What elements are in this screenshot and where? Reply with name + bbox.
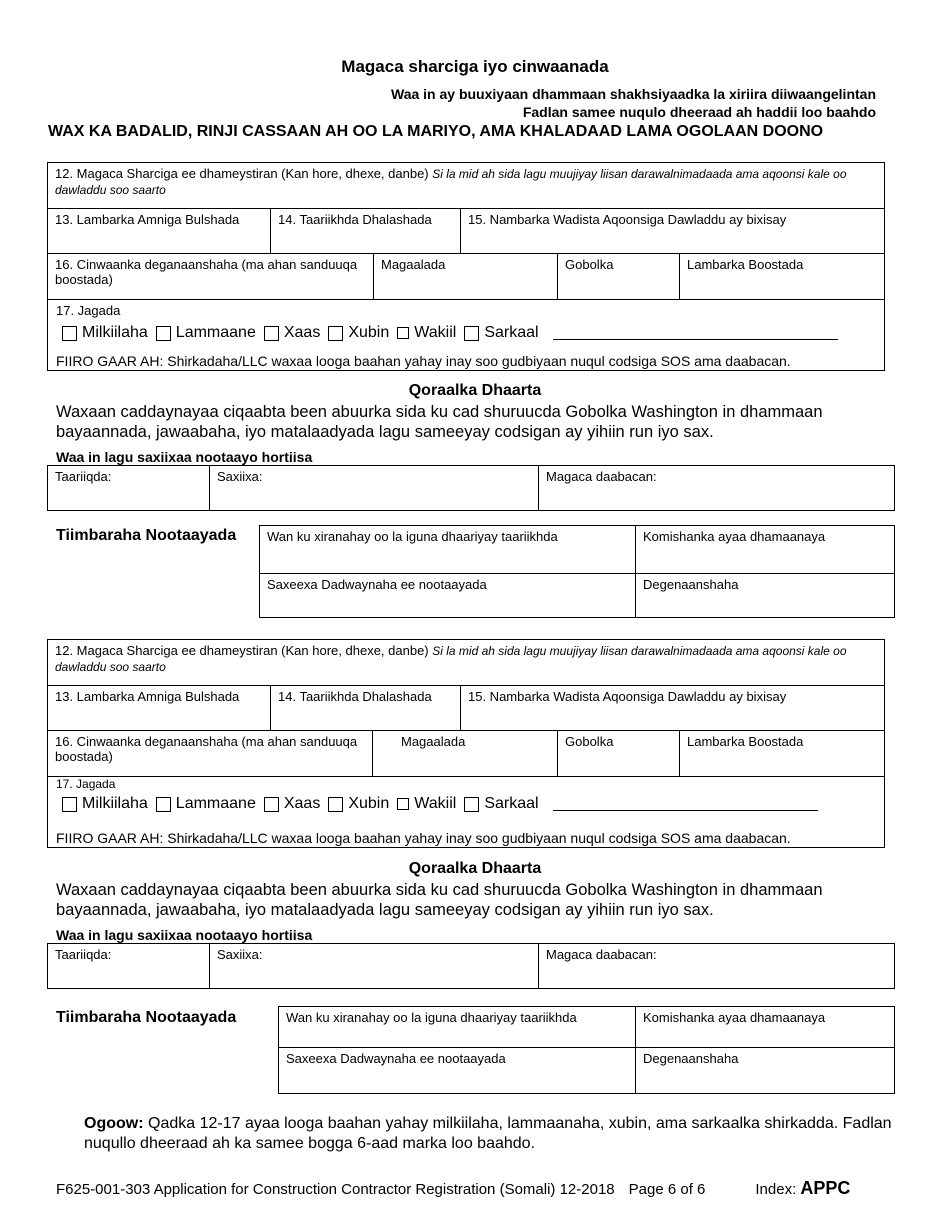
zip-label: Lambarka Boostada — [687, 257, 804, 272]
address-field[interactable] — [48, 731, 373, 777]
signature-label: Saxiixa: — [217, 469, 263, 484]
notary-signature-field[interactable] — [279, 1048, 636, 1093]
instructions-note — [84, 1114, 914, 1154]
date-label: Taariiqda: — [55, 469, 112, 484]
city-field[interactable] — [373, 731, 558, 777]
note-label: Ogoow: — [84, 1115, 144, 1132]
address-label: 16. Cinwaanka deganaanshaha (ma ahan sanduuqa boostada) — [55, 257, 358, 287]
zip-field[interactable] — [680, 254, 884, 300]
printed-name-field[interactable] — [539, 466, 894, 510]
zip-label: Lambarka Boostada — [687, 734, 804, 749]
signature-field[interactable] — [210, 466, 539, 510]
page-footer — [56, 1178, 850, 1199]
option-owner: Milkiilaha — [82, 795, 148, 812]
subscribed-label: Wan ku xiranahay oo la iguna dhaariyay taariikhda — [267, 529, 558, 544]
ssn-field[interactable] — [48, 209, 271, 254]
dob-field[interactable] — [271, 686, 461, 731]
commission-field[interactable] — [636, 1007, 894, 1048]
option-owner: Milkiilaha — [82, 324, 148, 341]
option-agent: Wakiil — [414, 324, 457, 341]
page-number: Page 6 of 6 — [628, 1181, 706, 1198]
notary-block-2 — [278, 1006, 895, 1094]
date-field[interactable] — [48, 466, 210, 510]
drivers-license-field[interactable] — [461, 209, 884, 254]
ssn-label: 13. Lambarka Amniga Bulshada — [55, 689, 240, 704]
checkbox-member[interactable] — [328, 797, 343, 812]
printed-name-label: Magaca daabacan: — [546, 469, 657, 484]
option-partner: Lammaane — [175, 795, 256, 812]
checkbox-spouse[interactable] — [264, 326, 279, 341]
printed-name-field[interactable] — [539, 944, 894, 988]
note-text: Qadka 12-17 ayaa looga baahan yahay milkiilaha, lammaanaha, xubin, ama sarkaalka shirkadda. Fadlan nuqullo dheeraad ah ka samee bogga 6-aad marka loo baahdo. — [84, 1115, 892, 1152]
ssn-field[interactable] — [48, 686, 271, 731]
signature-block-2 — [47, 943, 895, 989]
person-info-block-1 — [47, 162, 885, 371]
address-field[interactable] — [48, 254, 374, 300]
subscribed-label: Wan ku xiranahay oo la iguna dhaariyay taariikhda — [286, 1010, 577, 1025]
subscribed-field[interactable] — [279, 1007, 636, 1048]
residence-label: Degenaanshaha — [643, 1051, 739, 1066]
zip-field[interactable] — [680, 731, 884, 777]
commission-field[interactable] — [636, 526, 894, 574]
notary-block-1 — [259, 525, 895, 618]
position-options — [56, 324, 838, 342]
commission-label: Komishanka ayaa dhamaanaya — [643, 529, 826, 544]
checkbox-spouse[interactable] — [264, 797, 279, 812]
position-label: 17. Jagada — [56, 303, 121, 318]
option-agent: Wakiil — [414, 795, 457, 812]
county-label: Gobolka — [565, 734, 614, 749]
legal-name-note: Si la mid ah sida lagu muujiyay liisan darawalnimadaada ama aqoonsi kale oo dawladdu soo saarto — [55, 644, 847, 674]
date-field[interactable] — [48, 944, 210, 988]
form-id: F625-001-303 Application for Construction Contractor Registration (Somali) 12-2018 — [56, 1181, 615, 1198]
other-position-line[interactable] — [553, 326, 838, 340]
residence-label: Degenaanshaha — [643, 577, 739, 592]
option-spouse: Xaas — [283, 324, 321, 341]
warning-text: WAX KA BADALID, RINJI CASSAAN AH OO LA MARIYO, AMA KHALADAAD LAMA OGOLAAN DOONO — [48, 123, 824, 140]
checkbox-agent[interactable] — [397, 327, 409, 339]
notary-signature-label: Saxeexa Dadwaynaha ee nootaayada — [286, 1051, 506, 1066]
dob-field[interactable] — [271, 209, 461, 254]
dob-label: 14. Taariikhda Dhalashada — [278, 689, 432, 704]
notary-stamp-title: Tiimbaraha Nootaayada — [56, 1009, 237, 1026]
city-label: Magaalada — [381, 257, 446, 272]
legal-name-label: 12. Magaca Sharciga ee dhameystiran (Kan hore, dhexe, danbe) — [55, 166, 429, 181]
city-label: Magaalada — [401, 734, 466, 749]
llc-note: FIIRO GAAR AH: Shirkadaha/LLC waxaa looga baahan yahay inay soo gudbiyaan nuqul codsiga SOS ama daabacan. — [56, 830, 791, 846]
option-member: Xubin — [348, 795, 390, 812]
signature-field[interactable] — [210, 944, 539, 988]
commission-label: Komishanka ayaa dhamaanaya — [643, 1010, 826, 1025]
checkbox-officer[interactable] — [464, 797, 479, 812]
county-field[interactable] — [558, 731, 680, 777]
checkbox-partner[interactable] — [156, 326, 171, 341]
notary-stamp-title: Tiimbaraha Nootaayada — [56, 527, 237, 544]
county-field[interactable] — [558, 254, 680, 300]
option-member: Xubin — [348, 324, 390, 341]
index-label: Index: — [755, 1181, 797, 1198]
city-field[interactable] — [374, 254, 558, 300]
notary-signature-field[interactable] — [260, 574, 636, 617]
llc-note: FIIRO GAAR AH: Shirkadaha/LLC waxaa looga baahan yahay inay soo gudbiyaan nuqul codsiga SOS ama daabacan. — [56, 353, 791, 369]
option-spouse: Xaas — [283, 795, 321, 812]
option-partner: Lammaane — [175, 324, 256, 341]
address-label: 16. Cinwaanka deganaanshaha (ma ahan sanduuqa boostada) — [55, 734, 358, 764]
position-options — [56, 795, 818, 813]
position-label: 17. Jagada — [56, 777, 116, 791]
signature-block-1 — [47, 465, 895, 511]
legal-name-label: 12. Magaca Sharciga ee dhameystiran (Kan hore, dhexe, danbe) — [55, 643, 429, 658]
legal-name-field[interactable] — [48, 640, 884, 686]
notary-signature-label: Saxeexa Dadwaynaha ee nootaayada — [267, 577, 487, 592]
checkbox-officer[interactable] — [464, 326, 479, 341]
option-officer: Sarkaal — [484, 324, 539, 341]
ssn-label: 13. Lambarka Amniga Bulshada — [55, 212, 240, 227]
oath-title: Qoraalka Dhaarta — [408, 860, 542, 877]
notary-sign-label: Waa in lagu saxiixaa nootaayo hortiisa — [56, 927, 313, 943]
checkbox-member[interactable] — [328, 326, 343, 341]
subscribed-field[interactable] — [260, 526, 636, 574]
oath-text: Waxaan caddaynayaa ciqaabta been abuurka sida ku cad shuruucda Gobolka Washington in dhammaan bayaannada, jawaabaha, iyo matalaadyada lagu sameeyay codsigan ay yihiin run iyo sax. — [56, 403, 823, 441]
county-label: Gobolka — [565, 257, 614, 272]
person-info-block-2 — [47, 639, 885, 848]
legal-name-field[interactable] — [48, 163, 884, 209]
drivers-license-field[interactable] — [461, 686, 884, 731]
page-title: Magaca sharciga iyo cinwaanada — [341, 57, 609, 76]
date-label: Taariiqda: — [55, 947, 112, 962]
printed-name-label: Magaca daabacan: — [546, 947, 657, 962]
dob-label: 14. Taariikhda Dhalashada — [278, 212, 432, 227]
residence-field[interactable] — [636, 1048, 894, 1093]
drivers-license-label: 15. Nambarka Wadista Aqoonsiga Dawladdu ay bixisay — [468, 212, 787, 227]
signature-label: Saxiixa: — [217, 947, 263, 962]
other-position-line[interactable] — [553, 797, 818, 811]
residence-field[interactable] — [636, 574, 894, 617]
oath-text: Waxaan caddaynayaa ciqaabta been abuurka sida ku cad shuruucda Gobolka Washington in dhammaan bayaannada, jawaabaha, iyo matalaadyada lagu sameeyay codsigan ay yihiin run iyo sax. — [56, 881, 823, 919]
notary-sign-label: Waa in lagu saxiixaa nootaayo hortiisa — [56, 449, 313, 465]
checkbox-agent[interactable] — [397, 798, 409, 810]
subtitle-all-persons: Waa in ay buuxiyaan dhammaan shakhsiyaadka la xiriira diiwaangelintan — [391, 86, 876, 102]
option-officer: Sarkaal — [484, 795, 539, 812]
legal-name-note: Si la mid ah sida lagu muujiyay liisan darawalnimadaada ama aqoonsi kale oo dawladdu soo saarto — [55, 167, 847, 197]
index-value: APPC — [800, 1178, 851, 1198]
checkbox-owner[interactable] — [62, 326, 77, 341]
checkbox-partner[interactable] — [156, 797, 171, 812]
checkbox-owner[interactable] — [62, 797, 77, 812]
subtitle-copies: Fadlan samee nuqulo dheeraad ah haddii loo baahdo — [522, 104, 876, 120]
drivers-license-label: 15. Nambarka Wadista Aqoonsiga Dawladdu ay bixisay — [468, 689, 787, 704]
oath-title: Qoraalka Dhaarta — [408, 382, 542, 399]
